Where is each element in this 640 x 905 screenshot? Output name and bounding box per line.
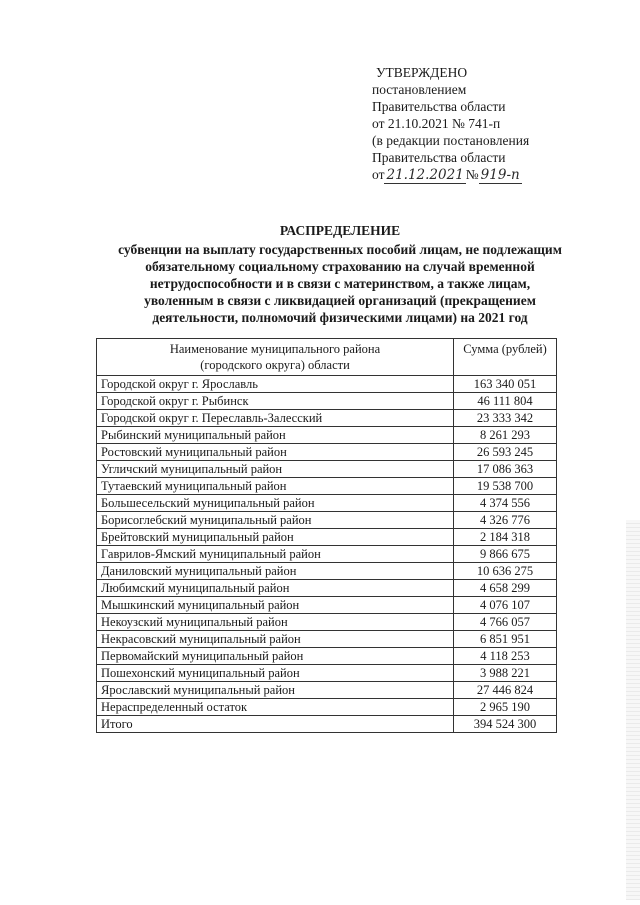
district-sum: 4 326 776 bbox=[454, 512, 557, 529]
approval-line: (в редакции постановления bbox=[372, 133, 530, 148]
table-row bbox=[97, 495, 557, 512]
table-row bbox=[97, 614, 557, 631]
district-sum: 2 965 190 bbox=[454, 699, 557, 716]
district-sum: 27 446 824 bbox=[454, 682, 557, 699]
approval-prefix: от bbox=[372, 167, 385, 182]
subtitle-line: нетрудоспособности и в связи с материнством, а также лицам, bbox=[149, 276, 531, 291]
header-name-line: Наименование муниципального района bbox=[169, 342, 381, 356]
district-sum: 17 086 363 bbox=[454, 461, 557, 478]
subtitle-line: деятельности, полномочий физическими лицами) на 2021 год bbox=[152, 310, 528, 325]
district-name: Первомайский муниципальный район bbox=[97, 648, 454, 665]
scan-edge-artifact bbox=[626, 520, 640, 900]
table-row bbox=[97, 427, 557, 444]
approval-heading: УТВЕРЖДЕНО bbox=[376, 65, 468, 80]
table-header-row bbox=[97, 339, 557, 376]
district-name: Тутаевский муниципальный район bbox=[97, 478, 454, 495]
table-row bbox=[97, 716, 557, 733]
subtitle-line: обязательному социальному страхованию на случай временной bbox=[145, 259, 535, 274]
district-name: Брейтовский муниципальный район bbox=[97, 529, 454, 546]
district-sum: 23 333 342 bbox=[454, 410, 557, 427]
column-header-name bbox=[97, 339, 454, 376]
district-name: Итого bbox=[97, 716, 454, 733]
table-row bbox=[97, 393, 557, 410]
table-row bbox=[97, 529, 557, 546]
table-row bbox=[97, 580, 557, 597]
district-name: Любимский муниципальный район bbox=[97, 580, 454, 597]
district-sum: 6 851 951 bbox=[454, 631, 557, 648]
district-name: Большесельский муниципальный район bbox=[97, 495, 454, 512]
approval-amendment-line bbox=[372, 166, 622, 184]
table-row bbox=[97, 478, 557, 495]
table-row bbox=[97, 597, 557, 614]
table-row bbox=[97, 410, 557, 427]
district-sum: 26 593 245 bbox=[454, 444, 557, 461]
table-row bbox=[97, 648, 557, 665]
district-sum: 4 374 556 bbox=[454, 495, 557, 512]
district-name: Борисоглебский муниципальный район bbox=[97, 512, 454, 529]
approval-line: Правительства области bbox=[372, 150, 506, 165]
table-row bbox=[97, 512, 557, 529]
handwritten-date: 21.12.2021 bbox=[386, 167, 464, 183]
district-name: Некоузский муниципальный район bbox=[97, 614, 454, 631]
district-sum: 3 988 221 bbox=[454, 665, 557, 682]
district-sum: 10 636 275 bbox=[454, 563, 557, 580]
district-sum: 46 111 804 bbox=[454, 393, 557, 410]
district-sum: 9 866 675 bbox=[454, 546, 557, 563]
approval-line: Правительства области bbox=[372, 99, 506, 114]
table-row bbox=[97, 461, 557, 478]
column-header-sum: Сумма (рублей) bbox=[454, 339, 557, 376]
table-row bbox=[97, 444, 557, 461]
number-sign: № bbox=[465, 167, 479, 182]
approval-stamp bbox=[372, 64, 622, 184]
handwritten-number: 919-п bbox=[480, 167, 520, 183]
district-name: Мышкинский муниципальный район bbox=[97, 597, 454, 614]
table-body bbox=[97, 376, 557, 733]
district-sum: 394 524 300 bbox=[454, 716, 557, 733]
district-sum: 4 118 253 bbox=[454, 648, 557, 665]
district-name: Ярославский муниципальный район bbox=[97, 682, 454, 699]
table-row bbox=[97, 699, 557, 716]
subtitle-line: уволенным в связи с ликвидацией организаций (прекращением bbox=[144, 293, 536, 308]
district-sum: 2 184 318 bbox=[454, 529, 557, 546]
district-name: Даниловский муниципальный район bbox=[97, 563, 454, 580]
district-name: Гаврилов-Ямский муниципальный район bbox=[97, 546, 454, 563]
district-name: Ростовский муниципальный район bbox=[97, 444, 454, 461]
header-name-line: (городского округа) области bbox=[200, 358, 350, 372]
document-title bbox=[100, 222, 580, 326]
district-name: Городской округ г. Переславль-Залесский bbox=[97, 410, 454, 427]
table-row bbox=[97, 376, 557, 393]
subtitle-line: субвенции на выплату государственных пособий лицам, не подлежащим bbox=[118, 242, 562, 257]
district-sum: 8 261 293 bbox=[454, 427, 557, 444]
table-row bbox=[97, 682, 557, 699]
district-name: Угличский муниципальный район bbox=[97, 461, 454, 478]
table-row bbox=[97, 546, 557, 563]
district-sum: 4 658 299 bbox=[454, 580, 557, 597]
district-name: Пошехонский муниципальный район bbox=[97, 665, 454, 682]
title-main: РАСПРЕДЕЛЕНИЕ bbox=[279, 223, 401, 238]
table-row bbox=[97, 665, 557, 682]
district-sum: 4 766 057 bbox=[454, 614, 557, 631]
district-sum: 4 076 107 bbox=[454, 597, 557, 614]
district-name: Некрасовский муниципальный район bbox=[97, 631, 454, 648]
district-name: Нераспределенный остаток bbox=[97, 699, 454, 716]
table-row bbox=[97, 631, 557, 648]
table-row bbox=[97, 563, 557, 580]
approval-line: постановлением bbox=[372, 82, 467, 97]
district-name: Городской округ г. Рыбинск bbox=[97, 393, 454, 410]
district-sum: 163 340 051 bbox=[454, 376, 557, 393]
distribution-table bbox=[96, 338, 557, 733]
district-name: Рыбинский муниципальный район bbox=[97, 427, 454, 444]
approval-line: от 21.10.2021 № 741-п bbox=[372, 116, 501, 131]
district-sum: 19 538 700 bbox=[454, 478, 557, 495]
district-name: Городской округ г. Ярославль bbox=[97, 376, 454, 393]
